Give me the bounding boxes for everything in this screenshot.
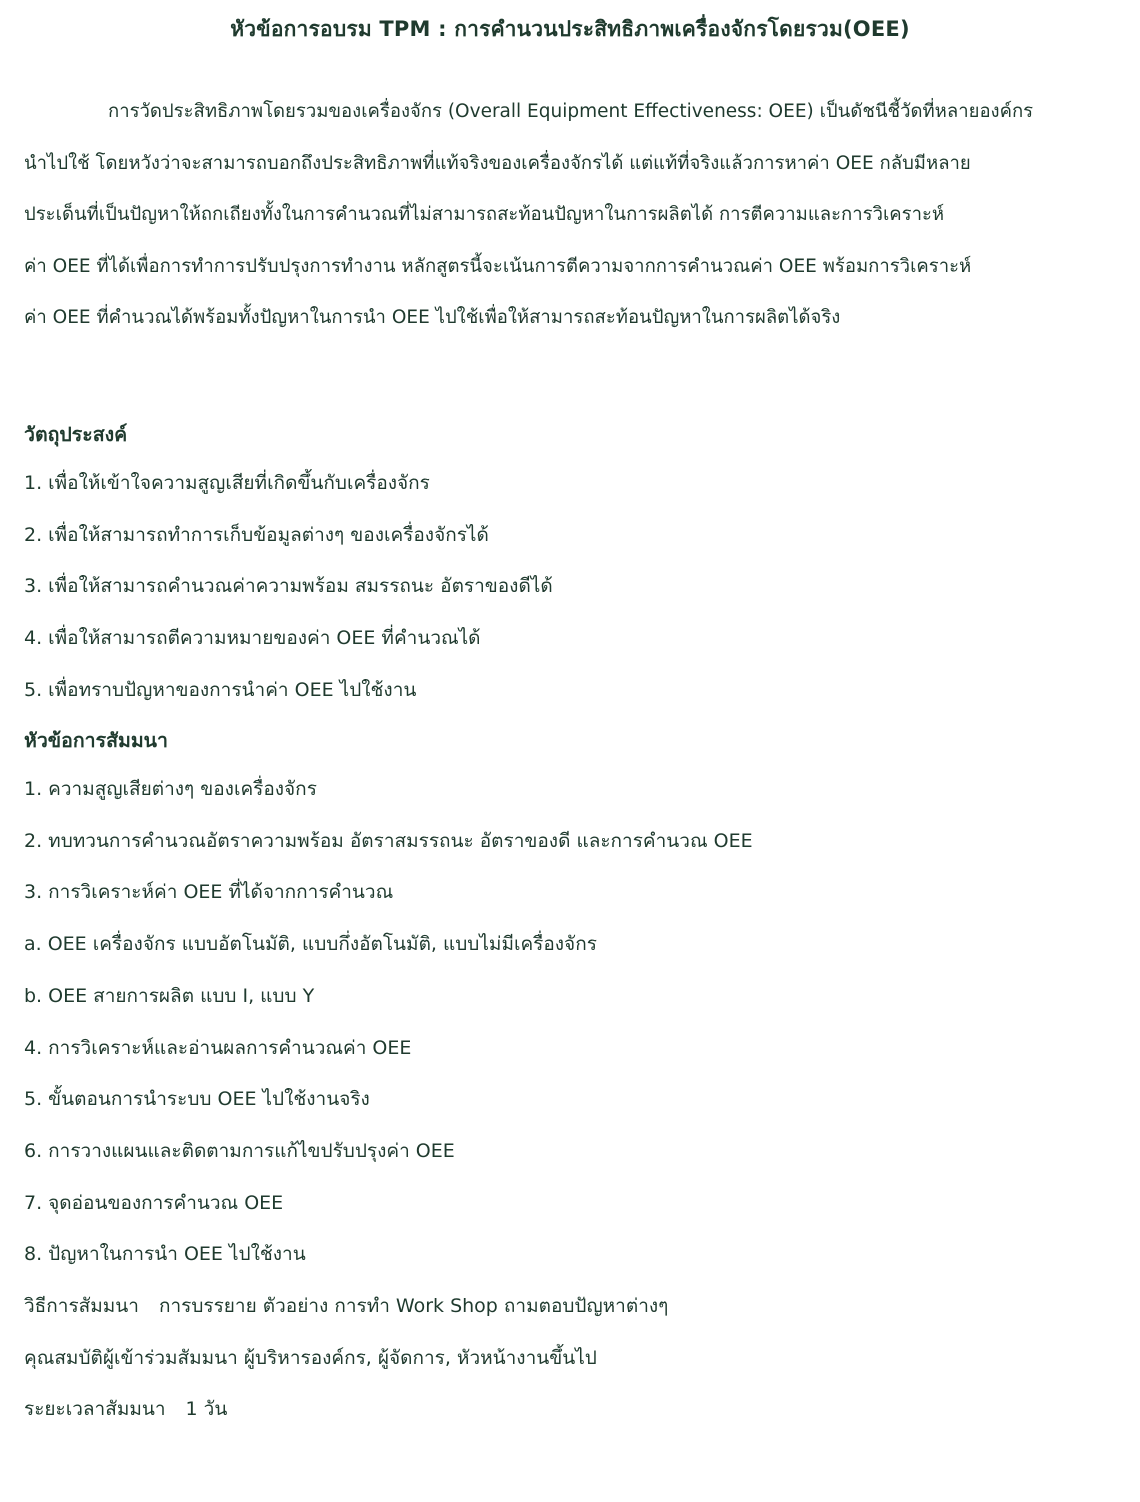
intro-line: ค่า OEE ที่ได้เพื่อการทำการปรับปรุงการทำงาน หลักสูตรนี้จะเน้นการตีความจากการคำนวณค่า OEE พร้อมการวิเคราะห์ <box>24 255 972 277</box>
topic-item: 5. ขั้นตอนการนำระบบ OEE ไปใช้งานจริง <box>24 1088 370 1111</box>
topic-item: 6. การวางแผนและติดตามการแก้ไขปรับปรุงค่า OEE <box>24 1139 455 1162</box>
document-title: หัวข้อการอบรม TPM : การคำนวนประสิทธิภาพเครื่องจักรโดยรวม(OEE) <box>230 17 910 41</box>
intro-paragraph <box>24 86 1116 344</box>
topic-item: a. OEE เครื่องจักร แบบอัตโนมัติ, แบบกึ่งอัตโนมัติ, แบบไม่มีเครื่องจักร <box>24 933 597 956</box>
method-value: การบรรยาย ตัวอย่าง การทำ Work Shop ถามตอบปัญหาต่างๆ <box>158 1295 669 1318</box>
topic-item: 2. ทบทวนการคำนวณอัตราความพร้อม อัตราสมรรถนะ อัตราของดี และการคำนวณ OEE <box>24 829 753 852</box>
intro-line: ค่า OEE ที่คำนวณได้พร้อมทั้งปัญหาในการนำ OEE ไปใช้เพื่อให้สามารถสะท้อนปัญหาในการผลิตได้จริง <box>24 307 841 328</box>
topic-item: 4. การวิเคราะห์และอ่านผลการคำนวณค่า OEE <box>24 1036 412 1059</box>
topics-heading: หัวข้อการสัมมนา <box>24 729 168 752</box>
topic-item: 8. ปัญหาในการนำ OEE ไปใช้งาน <box>24 1243 306 1266</box>
objective-item: 5. เพื่อทราบปัญหาของการนำค่า OEE ไปใช้งาน <box>24 678 417 701</box>
topics-section <box>24 726 1116 1436</box>
method-label: วิธีการสัมมนา <box>24 1295 139 1318</box>
objective-item: 1. เพื่อให้เข้าใจความสูญเสียที่เกิดขึ้นกับเครื่องจักร <box>24 472 430 494</box>
objectives-section <box>24 420 1116 717</box>
participants-value: ผู้บริหารองค์กร, ผู้จัดการ, หัวหน้างานขึ้นไป <box>243 1346 597 1369</box>
topic-item: 1. ความสูญเสียต่างๆ ของเครื่องจักร <box>24 778 317 800</box>
intro-line: ประเด็นที่เป็นปัญหาให้ถกเถียงทั้งในการคำนวณที่ไม่สามารถสะท้อนปัญหาในการผลิตได้ การตีความและการวิเคราะห์ <box>24 204 945 225</box>
objective-item: 3. เพื่อให้สามารถคำนวณค่าความพร้อม สมรรถนะ อัตราของดีได้ <box>24 575 553 598</box>
participants-row <box>24 1333 1116 1385</box>
method-row <box>24 1281 1116 1333</box>
intro-line: นำไปใช้ โดยหวังว่าจะสามารถบอกถึงประสิทธิภาพที่แท้จริงของเครื่องจักรได้ แต่แท้ที่จริงแล้วการหาค่า OEE กลับมีหลาย <box>24 152 971 174</box>
duration-value: 1 วัน <box>185 1398 228 1421</box>
intro-line: การวัดประสิทธิภาพโดยรวมของเครื่องจักร (Overall Equipment Effectiveness: OEE) เป็นดัชนีชี้วัดที่หลายองค์กร <box>108 101 1034 122</box>
duration-row <box>24 1384 1116 1436</box>
duration-label: ระยะเวลาสัมมนา <box>24 1398 166 1421</box>
topic-item: b. OEE สายการผลิต แบบ I, แบบ Y <box>24 984 315 1007</box>
topic-item: 3. การวิเคราะห์ค่า OEE ที่ได้จากการคำนวณ <box>24 881 394 904</box>
topics-list <box>24 764 1116 1281</box>
objectives-list <box>24 458 1116 717</box>
objective-item: 2. เพื่อให้สามารถทำการเก็บข้อมูลต่างๆ ของเครื่องจักรได้ <box>24 523 489 546</box>
objectives-heading: วัตถุประสงค์ <box>24 423 128 446</box>
objective-item: 4. เพื่อให้สามารถตีความหมายของค่า OEE ที่คำนวณได้ <box>24 627 481 650</box>
participants-label: คุณสมบัติผู้เข้าร่วมสัมมนา <box>24 1346 238 1369</box>
topic-item: 7. จุดอ่อนของการคำนวณ OEE <box>24 1191 284 1214</box>
